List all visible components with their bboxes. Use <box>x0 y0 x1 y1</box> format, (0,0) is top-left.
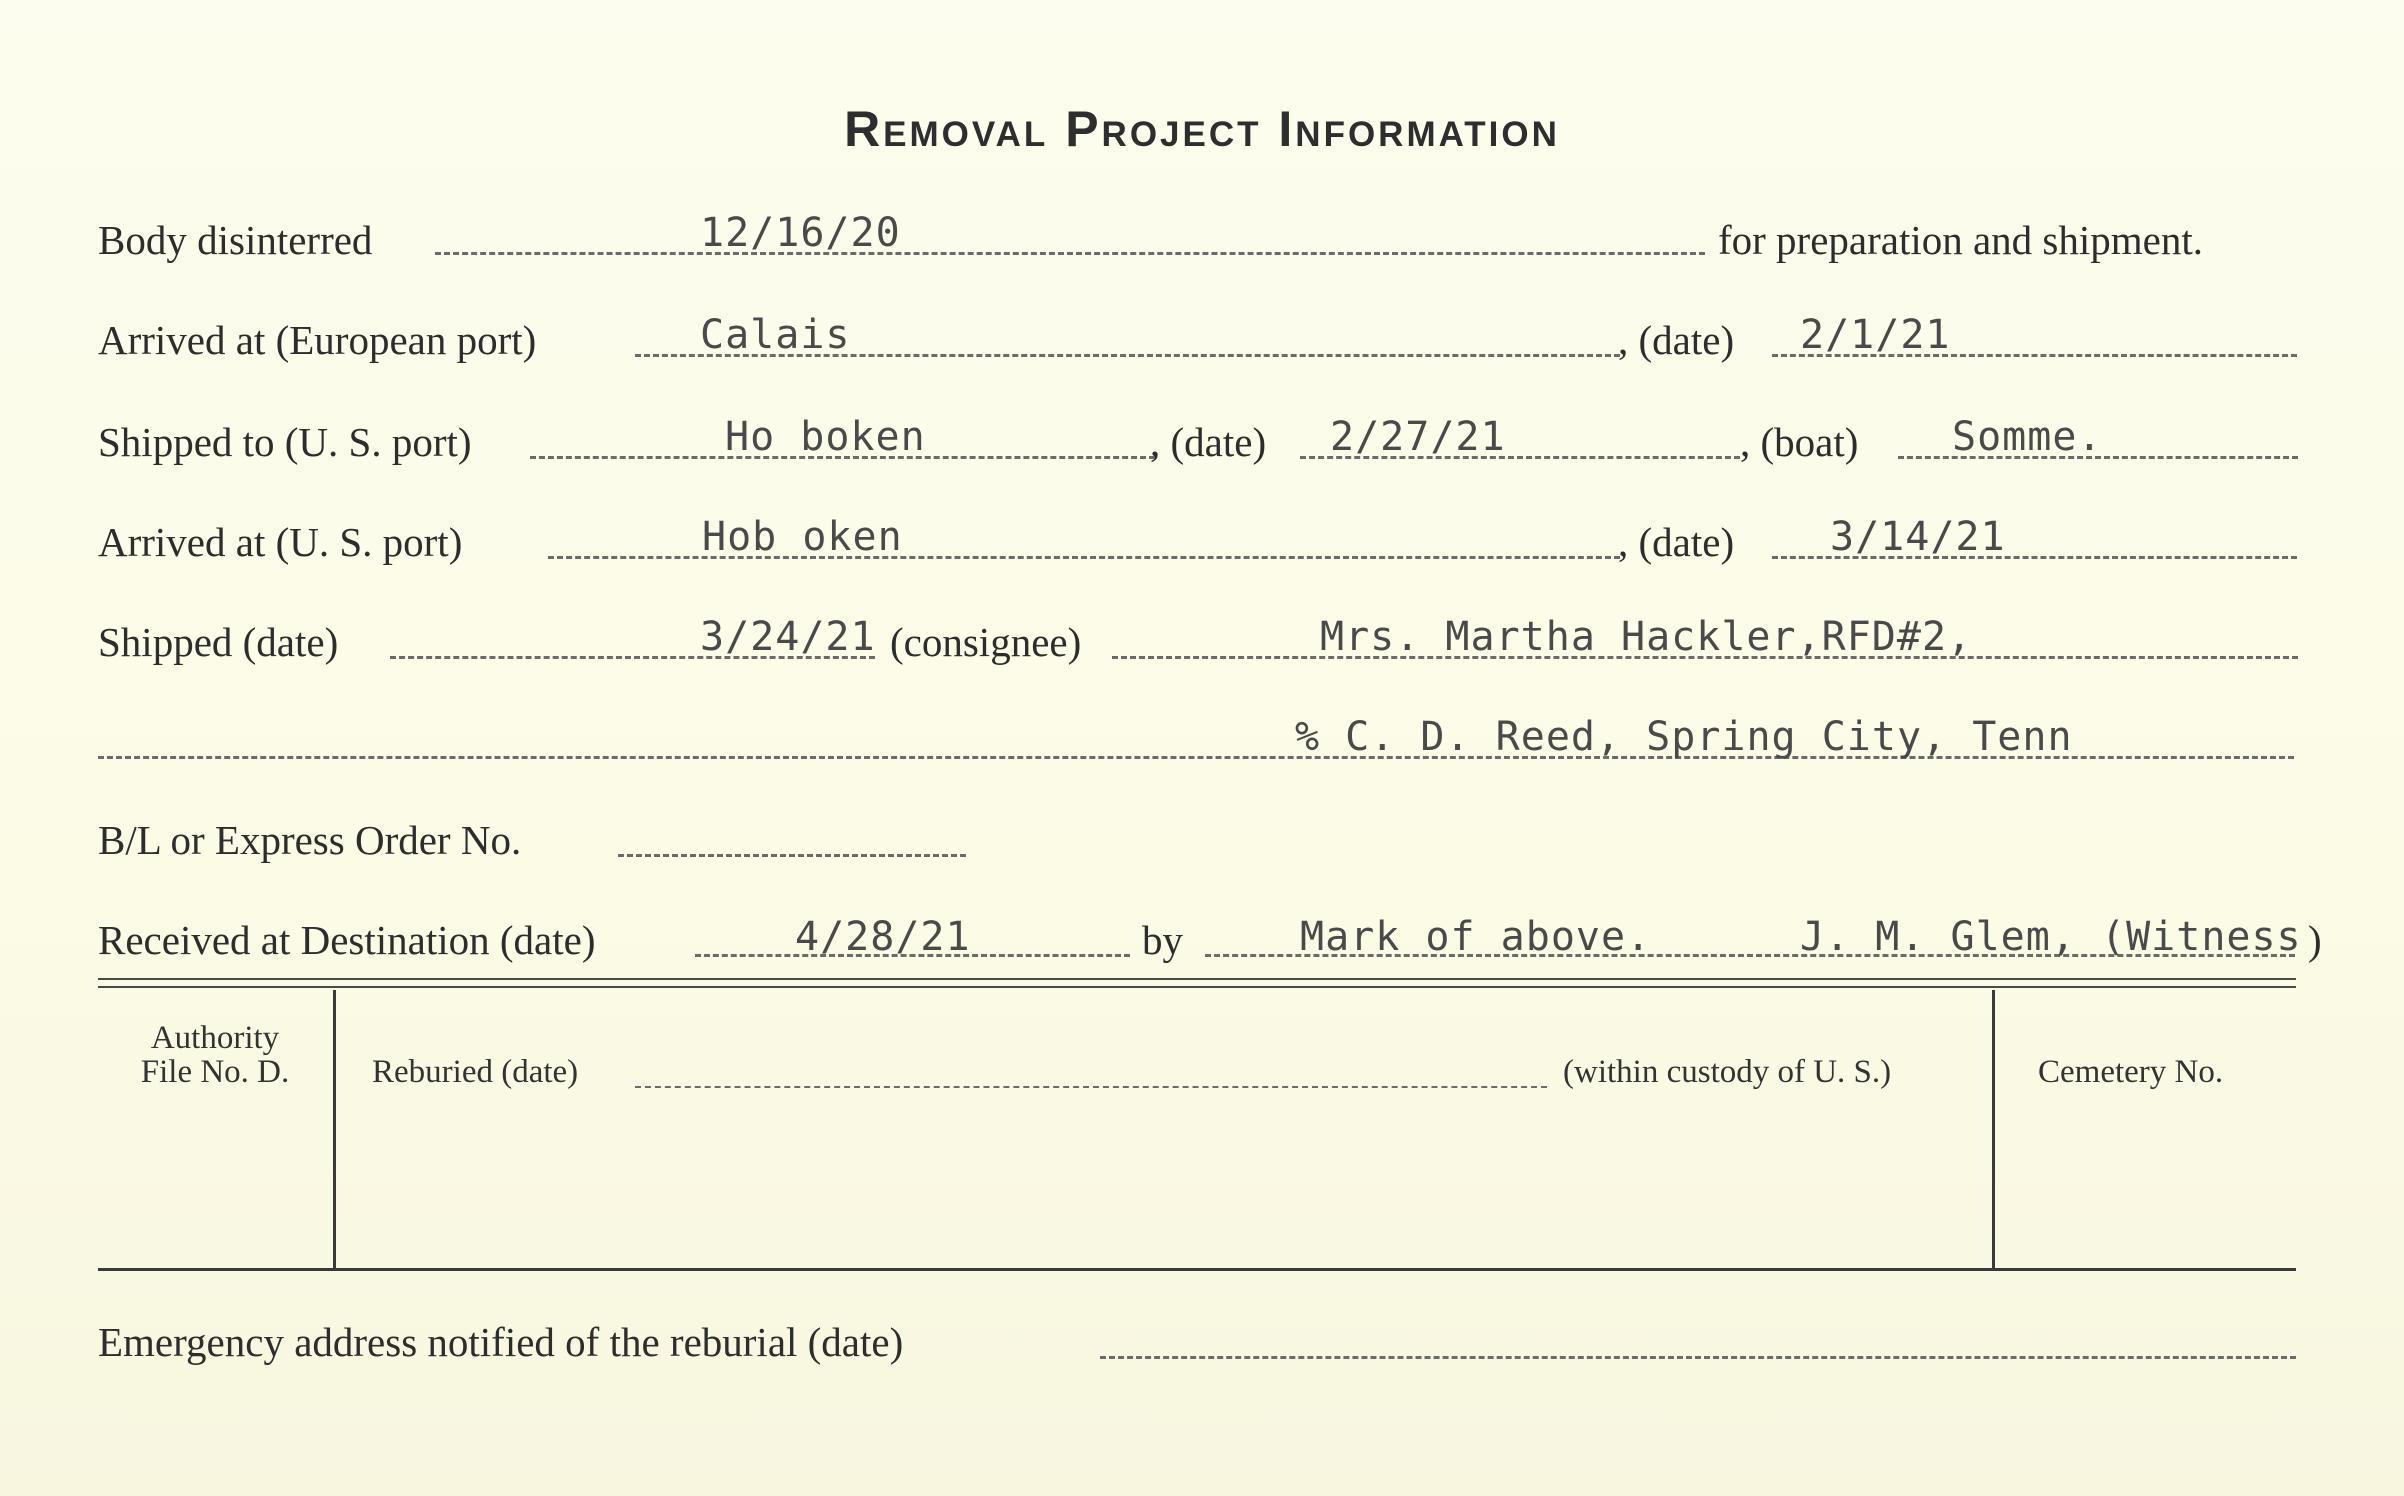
body-disinterred-suffix: for preparation and shipment. <box>1718 217 2204 263</box>
box-right-divider <box>1992 990 1995 1268</box>
arrived-us-date-label: , (date) <box>1618 519 1735 565</box>
card-title: Removal Project Information <box>844 101 1560 157</box>
arrived-us-port: Hob oken <box>702 514 903 560</box>
arrived-us-date: 3/14/21 <box>1830 514 2006 560</box>
shipped-us-date: 2/27/21 <box>1330 414 1506 460</box>
authority-label-line1: Authority <box>150 1020 280 1056</box>
body-disinterred-value: 12/16/20 <box>700 210 901 256</box>
shipped-us-boat-label: , (boat) <box>1740 419 1859 465</box>
authority-label-line2: File No. D. <box>140 1054 290 1090</box>
body-disinterred-label: Body disinterred <box>98 217 373 263</box>
received-date: 4/28/21 <box>795 914 971 960</box>
bl-line <box>618 854 966 857</box>
shipped-us-label: Shipped to (U. S. port) <box>98 419 472 465</box>
box-top-double-rule <box>98 978 2296 988</box>
emergency-label: Emergency address notified of the reburial (date) <box>98 1319 904 1365</box>
received-by: Mark of above. <box>1300 914 1652 960</box>
arrived-european-date-label: , (date) <box>1618 317 1735 363</box>
shipped-us-date-label: , (date) <box>1150 419 1267 465</box>
received-by-label: by <box>1142 917 1183 963</box>
box-left-divider <box>333 990 336 1268</box>
shipped-us-port: Ho boken <box>725 414 926 460</box>
emergency-line <box>1100 1356 2296 1359</box>
arrived-european-date: 2/1/21 <box>1800 312 1951 358</box>
received-close-paren: ) <box>2308 917 2322 963</box>
consignee-name: Mrs. Martha Hackler,RFD#2, <box>1320 614 1973 660</box>
reburied-label: Reburied (date) <box>372 1054 579 1090</box>
shipped-us-boat: Somme. <box>1952 414 2103 460</box>
cemetery-label: Cemetery No. <box>2038 1054 2224 1090</box>
reburied-line <box>635 1086 1547 1088</box>
bl-label: B/L or Express Order No. <box>98 817 522 863</box>
arrived-european-port: Calais <box>700 312 851 358</box>
shipped-date-value: 3/24/21 <box>700 614 876 660</box>
consignee-label: (consignee) <box>890 619 1082 665</box>
consignee-address: % C. D. Reed, Spring City, Tenn <box>1295 714 2073 760</box>
shipped-date-label: Shipped (date) <box>98 619 339 665</box>
body-disinterred-line <box>435 252 1705 255</box>
received-witness: J. M. Glem, (Witness <box>1800 914 2302 960</box>
arrived-us-label: Arrived at (U. S. port) <box>98 519 463 565</box>
box-bottom-rule <box>98 1268 2296 1271</box>
arrived-european-label: Arrived at (European port) <box>98 317 537 363</box>
received-label: Received at Destination (date) <box>98 917 596 963</box>
custody-label: (within custody of U. S.) <box>1563 1054 1892 1090</box>
